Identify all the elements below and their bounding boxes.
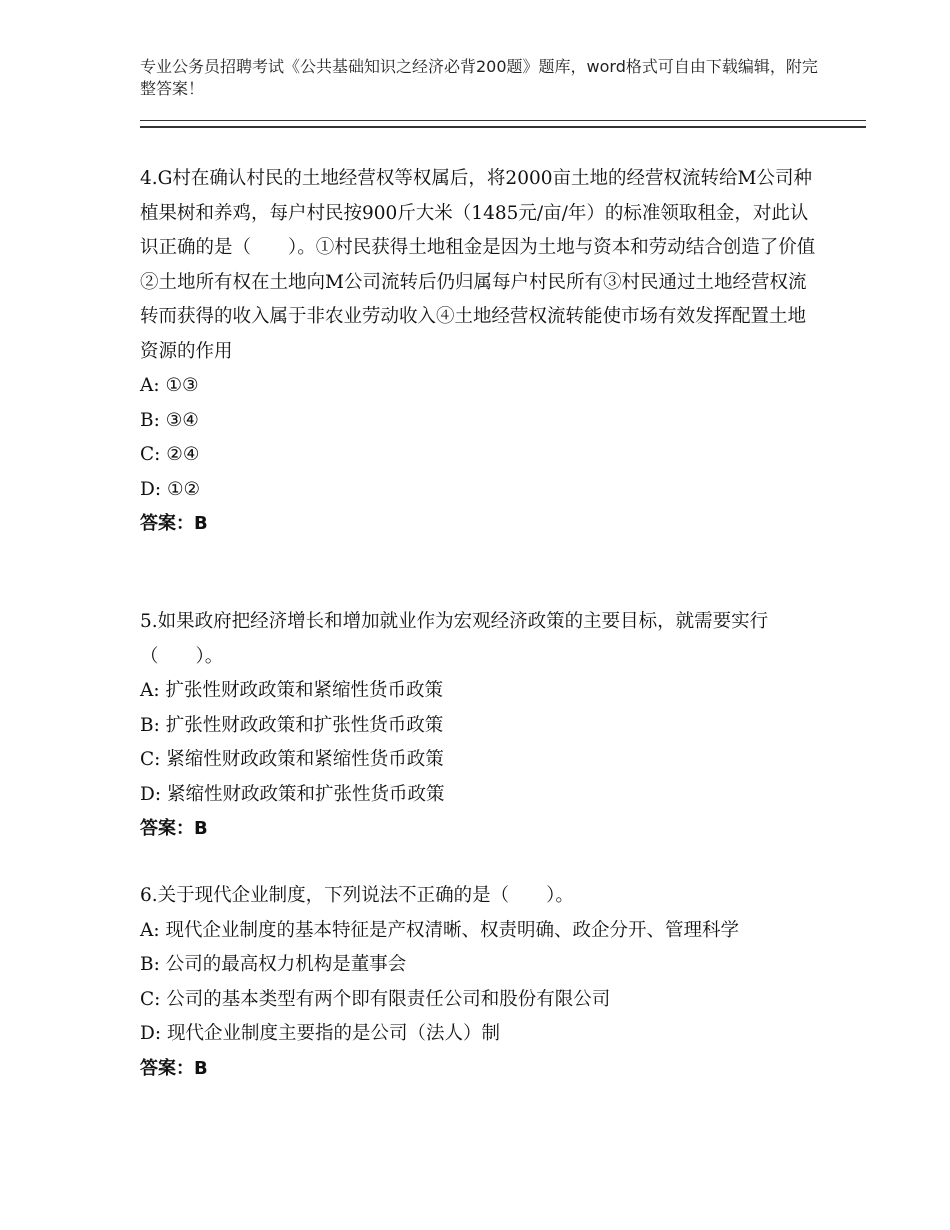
- option-c: C: 公司的基本类型有两个即有限责任公司和股份有限公司: [140, 988, 611, 1010]
- option-b: B: 公司的最高权力机构是董事会: [140, 954, 407, 975]
- option-d: D: ①②: [140, 478, 201, 500]
- answer: 答案：B: [140, 1057, 208, 1079]
- question-5: [140, 605, 820, 847]
- question-6: [140, 879, 820, 1086]
- document-header: [140, 56, 820, 100]
- option-b: B: ③④: [140, 409, 199, 431]
- question-text: 5.如果政府把经济增长和增加就业作为宏观经济政策的主要目标，就需要实行（ ）。: [140, 611, 769, 667]
- answer: 答案：B: [140, 818, 208, 839]
- option-b: B: 扩张性财政政策和扩张性货币政策: [140, 714, 444, 736]
- option-d: D: 紧缩性财政政策和扩张性货币政策: [140, 783, 445, 805]
- option-c: C: ②④: [140, 444, 200, 465]
- option-d: D: 现代企业制度主要指的是公司（法人）制: [140, 1023, 500, 1044]
- question-text: 6.关于现代企业制度，下列说法不正确的是（ ）。: [140, 885, 574, 906]
- question-4: [140, 162, 820, 542]
- option-a: A: 扩张性财政政策和紧缩性货币政策: [140, 680, 443, 701]
- question-text: 4.G村在确认村民的土地经营权等权属后，将2000亩土地的经营权流转给M公司种植果树和养鸡，每户村民按900斤大米（1485元/亩/年）的标准领取租金，对此认识正确的是（ ）。①村民获得土地租金是因为土地与资本和劳动结合创造了价值②土地所有权在土地向M公司流转后仍归属每户村民所有③村民通过土地经营权流转而获得的收入属于非农业劳动收入④土地经营权流转能使市场有效发挥配置土地资源的作用: [140, 168, 816, 362]
- header-title: 专业公务员招聘考试《公共基础知识之经济必背200题》题库，word格式可自由下载编辑，附完整答案！: [140, 57, 818, 98]
- option-a: A: ①③: [140, 375, 199, 396]
- header-divider: [140, 120, 866, 128]
- option-c: C: 紧缩性财政政策和紧缩性货币政策: [140, 749, 444, 770]
- answer: 答案：B: [140, 513, 208, 534]
- option-a: A: 现代企业制度的基本特征是产权清晰、权责明确、政企分开、管理科学: [140, 919, 739, 941]
